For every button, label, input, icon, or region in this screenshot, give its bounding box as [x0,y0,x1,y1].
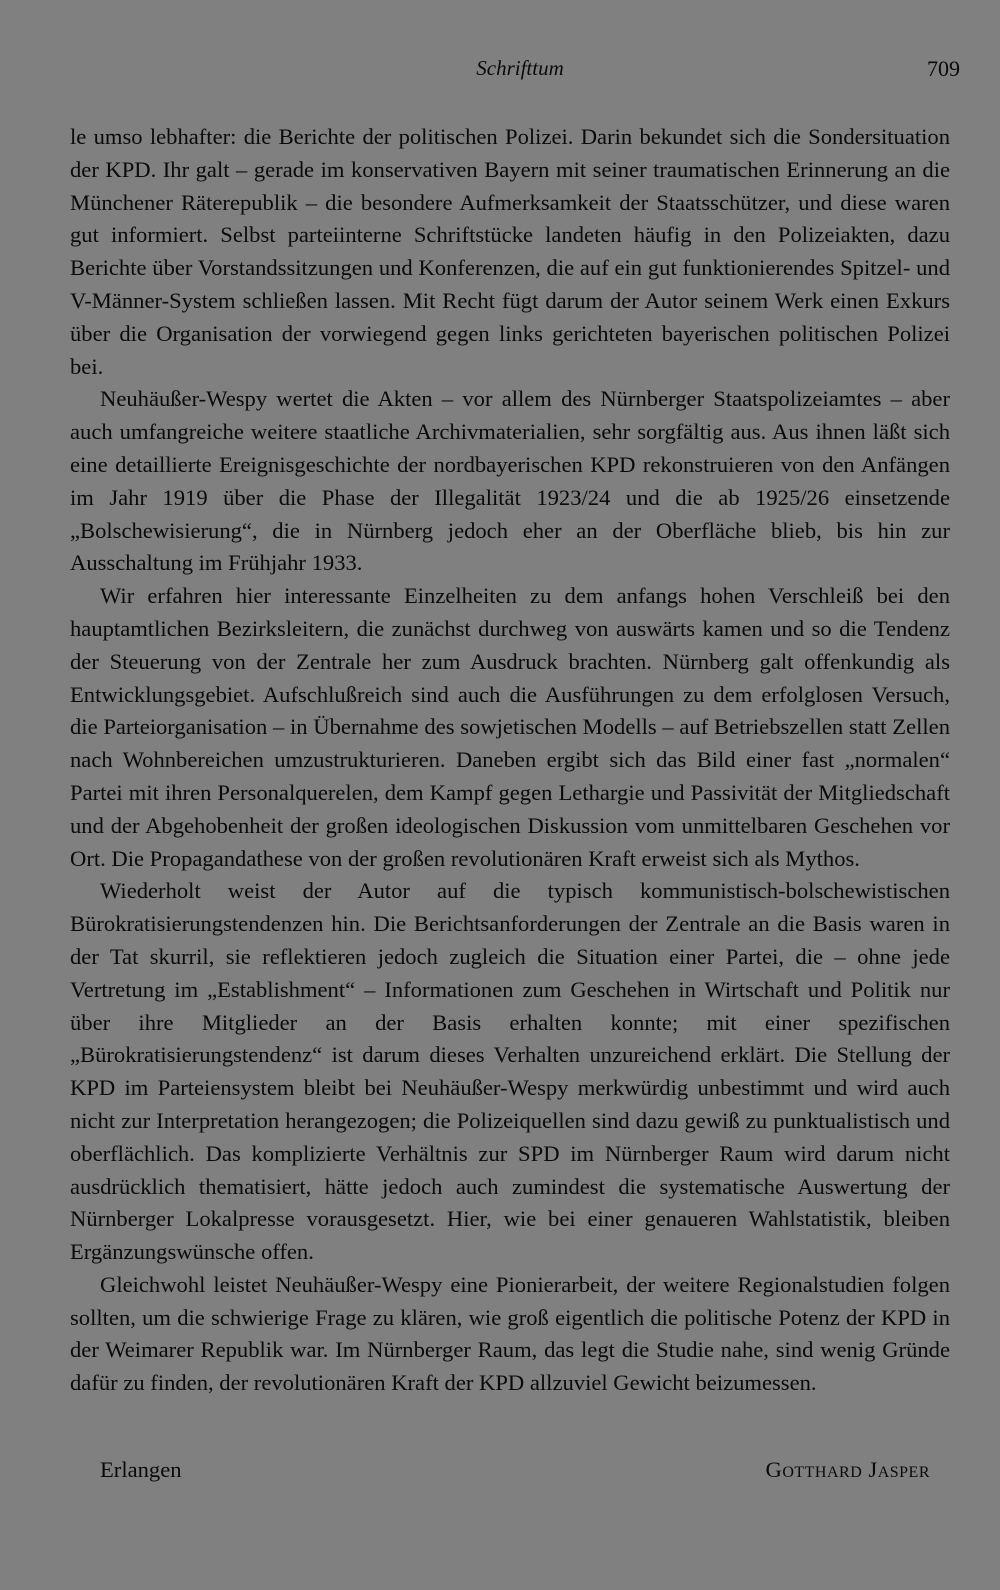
signature-place: Erlangen [100,1457,182,1482]
signature-author: Gotthard Jasper [765,1457,930,1482]
paragraph-continued: le umso lebhafter: die Berichte der politischen Polizei. Darin bekundet sich die Sondersituation der KPD. Ihr galt – gerade im konservativen Bayern mit seiner traumatischen Erinnerung an die Münchener Räterepublik – die besondere Aufmerksamkeit der Staatsschützer, und diese waren gut informiert. Selbst parteiinterne Schriftstücke landeten häufig in den Polizeiakten, dazu Berichte über Vorstandssitzungen und Konferenzen, die auf ein gut funktionierendes Spitzel- und V-Männer-System schließen lassen. Mit Recht fügt darum der Autor seinem Werk einen Exkurs über die Organisation der vorwiegend gegen links gerichteten bayerischen politischen Polizei bei. [70,124,950,379]
body-text [70,121,950,1400]
paragraph: Wiederholt weist der Autor auf die typisch kommunistisch-bolschewistischen Bürokratisierungstendenzen hin. Die Berichtsanforderungen der Zentrale an die Basis waren in der Tat skurril, sie reflektieren jedoch zugleich die Situation einer Partei, die – ohne jede Vertretung im „Establishment“ – Informationen zum Geschehen in Wirtschaft und Politik nur über ihre Mitglieder an der Basis erhalten konnte; mit einer spezifischen „Bürokratisierungstendenz“ ist darum dieses Verhalten unzureichend erklärt. Die Stellung der KPD im Parteiensystem bleibt bei Neuhäußer-Wespy merkwürdig unbestimmt und wird auch nicht zur Interpretation herangezogen; die Polizeiquellen sind dazu gewiß zu punktualistisch und oberflächlich. Das komplizierte Verhältnis zur SPD im Nürnberger Raum wird darum nicht ausdrücklich thematisiert, hätte jedoch auch zumindest die systematische Auswertung der Nürnberger Lokalpresse vorausgesetzt. Hier, wie bei einer genaueren Wahlstatistik, bleiben Ergänzungswünsche offen. [70,878,950,1265]
paragraph: Wir erfahren hier interessante Einzelheiten zu dem anfangs hohen Verschleiß bei den hauptamtlichen Bezirksleitern, die zunächst durchweg von auswärts kamen und so die Tendenz der Steuerung von der Zentrale her zum Ausdruck brachten. Nürnberg galt offenkundig als Entwicklungsgebiet. Aufschlußreich sind auch die Ausführungen zu dem erfolglosen Versuch, die Parteiorganisation – in Übernahme des sowjetischen Modells – auf Betriebszellen statt Zellen nach Wohnbereichen umzustrukturieren. Daneben ergibt sich das Bild einer fast „normalen“ Partei mit ihren Personalquerelen, dem Kampf gegen Lethargie und Passivität der Mitgliedschaft und der Abgehobenheit der großen ideologischen Diskussion vom unmittelbaren Geschehen vor Ort. Die Propagandathese von der großen revolutionären Kraft erweist sich als Mythos. [70,583,950,871]
paragraph: Neuhäußer-Wespy wertet die Akten – vor allem des Nürnberger Staatspolizeiamtes – aber auch umfangreiche weitere staatliche Archivmaterialien, sehr sorgfältig aus. Aus ihnen läßt sich eine detaillierte Ereignisgeschichte der nordbayerischen KPD rekonstruieren von den Anfängen im Jahr 1919 über die Phase der Illegalität 1923/24 und die ab 1925/26 einsetzende „Bolschewisierung“, die in Nürnberg jedoch eher an der Oberfläche blieb, bis hin zur Ausschaltung im Frühjahr 1933. [70,386,950,576]
page-number: 709 [927,56,960,81]
paragraph: Gleichwohl leistet Neuhäußer-Wespy eine Pionierarbeit, der weitere Regionalstudien folgen sollten, um die schwierige Frage zu klären, wie groß eigentlich die politische Potenz der KPD in der Weimarer Republik war. Im Nürnberger Raum, das legt die Studie nahe, sind wenig Gründe dafür zu finden, der revolutionären Kraft der KPD allzuviel Gewicht beizumessen. [70,1271,950,1396]
running-title: Schrifttum [476,56,564,80]
